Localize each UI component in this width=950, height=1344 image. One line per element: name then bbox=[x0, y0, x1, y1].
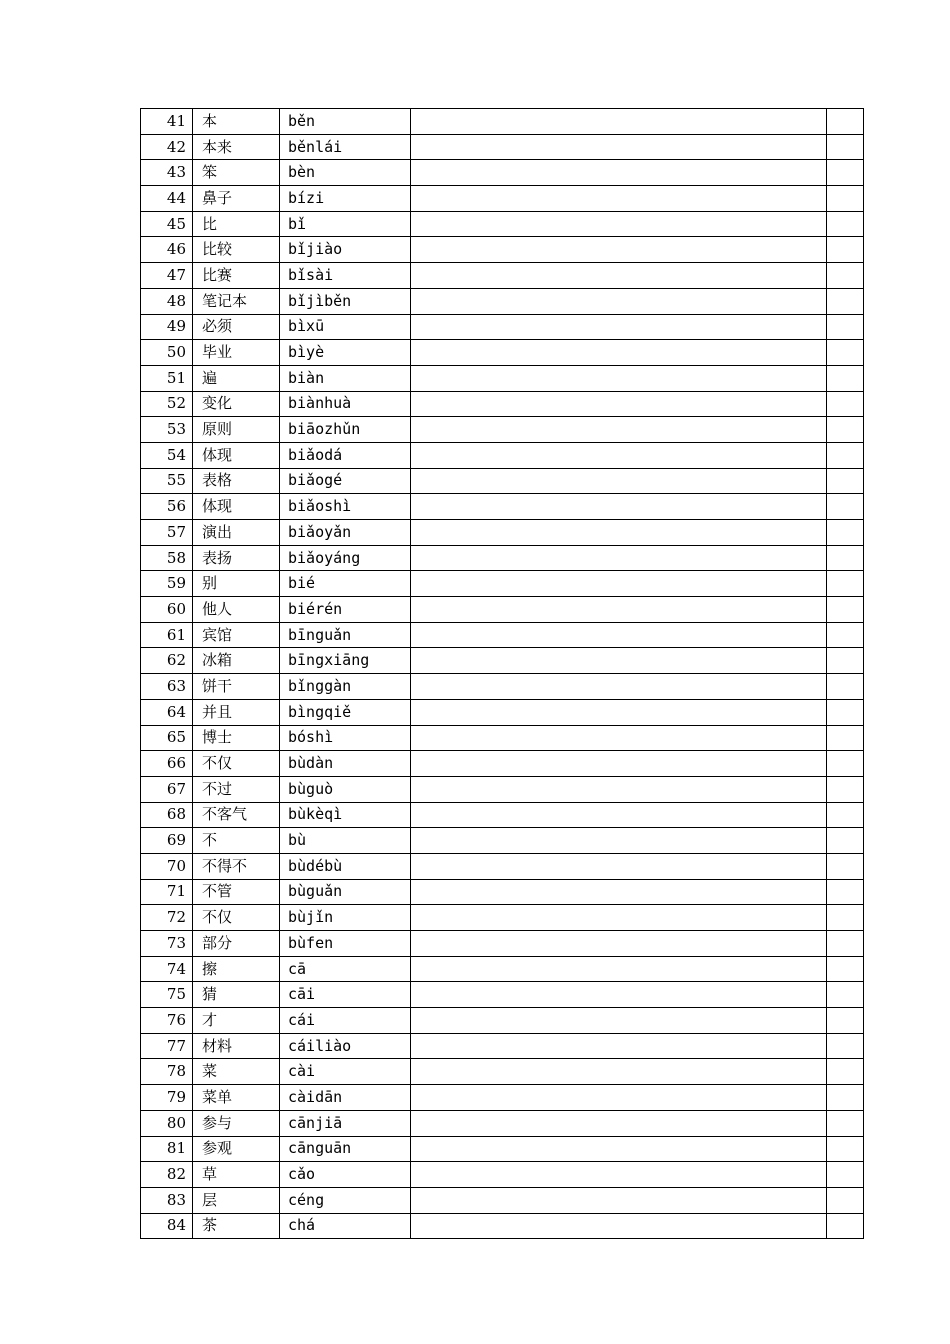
row-number: 83 bbox=[141, 1187, 193, 1213]
pinyin-cell: bǐjìběn bbox=[280, 288, 411, 314]
table-row bbox=[141, 1085, 864, 1111]
table-row bbox=[141, 622, 864, 648]
meaning-cell bbox=[411, 571, 827, 597]
extra-cell bbox=[827, 520, 864, 546]
meaning-cell bbox=[411, 160, 827, 186]
chinese-word: 比 bbox=[193, 211, 280, 237]
table-row bbox=[141, 982, 864, 1008]
table-row bbox=[141, 288, 864, 314]
meaning-cell bbox=[411, 263, 827, 289]
table-row bbox=[141, 571, 864, 597]
table-row bbox=[141, 879, 864, 905]
chinese-word: 不过 bbox=[193, 776, 280, 802]
chinese-word: 部分 bbox=[193, 931, 280, 957]
pinyin-cell: biàn bbox=[280, 365, 411, 391]
table-row bbox=[141, 211, 864, 237]
pinyin-cell: bǐjiào bbox=[280, 237, 411, 263]
pinyin-cell: bǐnggàn bbox=[280, 674, 411, 700]
meaning-cell bbox=[411, 1136, 827, 1162]
row-number: 75 bbox=[141, 982, 193, 1008]
table-row bbox=[141, 1136, 864, 1162]
extra-cell bbox=[827, 1187, 864, 1213]
extra-cell bbox=[827, 674, 864, 700]
chinese-word: 表格 bbox=[193, 468, 280, 494]
extra-cell bbox=[827, 905, 864, 931]
extra-cell bbox=[827, 776, 864, 802]
meaning-cell bbox=[411, 931, 827, 957]
extra-cell bbox=[827, 160, 864, 186]
table-row bbox=[141, 160, 864, 186]
pinyin-cell: biǎoshì bbox=[280, 494, 411, 520]
row-number: 70 bbox=[141, 853, 193, 879]
row-number: 71 bbox=[141, 879, 193, 905]
extra-cell bbox=[827, 1136, 864, 1162]
row-number: 55 bbox=[141, 468, 193, 494]
chinese-word: 宾馆 bbox=[193, 622, 280, 648]
meaning-cell bbox=[411, 314, 827, 340]
meaning-cell bbox=[411, 879, 827, 905]
row-number: 44 bbox=[141, 186, 193, 212]
meaning-cell bbox=[411, 1085, 827, 1111]
meaning-cell bbox=[411, 186, 827, 212]
extra-cell bbox=[827, 468, 864, 494]
row-number: 56 bbox=[141, 494, 193, 520]
meaning-cell bbox=[411, 828, 827, 854]
chinese-word: 菜 bbox=[193, 1059, 280, 1085]
row-number: 63 bbox=[141, 674, 193, 700]
pinyin-cell: bìngqiě bbox=[280, 699, 411, 725]
pinyin-cell: bìxū bbox=[280, 314, 411, 340]
extra-cell bbox=[827, 314, 864, 340]
table-row bbox=[141, 314, 864, 340]
table-row bbox=[141, 776, 864, 802]
chinese-word: 不 bbox=[193, 828, 280, 854]
meaning-cell bbox=[411, 776, 827, 802]
chinese-word: 变化 bbox=[193, 391, 280, 417]
extra-cell bbox=[827, 545, 864, 571]
chinese-word: 笨 bbox=[193, 160, 280, 186]
extra-cell bbox=[827, 365, 864, 391]
row-number: 45 bbox=[141, 211, 193, 237]
table-row bbox=[141, 674, 864, 700]
table-row bbox=[141, 1187, 864, 1213]
table-row bbox=[141, 751, 864, 777]
row-number: 59 bbox=[141, 571, 193, 597]
meaning-cell bbox=[411, 853, 827, 879]
meaning-cell bbox=[411, 725, 827, 751]
chinese-word: 他人 bbox=[193, 597, 280, 623]
table-row bbox=[141, 1162, 864, 1188]
row-number: 76 bbox=[141, 1008, 193, 1034]
row-number: 58 bbox=[141, 545, 193, 571]
chinese-word: 并且 bbox=[193, 699, 280, 725]
pinyin-cell: bùkèqì bbox=[280, 802, 411, 828]
row-number: 49 bbox=[141, 314, 193, 340]
extra-cell bbox=[827, 597, 864, 623]
table-row bbox=[141, 1059, 864, 1085]
row-number: 79 bbox=[141, 1085, 193, 1111]
row-number: 65 bbox=[141, 725, 193, 751]
pinyin-cell: bèn bbox=[280, 160, 411, 186]
table-row bbox=[141, 853, 864, 879]
table-row bbox=[141, 648, 864, 674]
pinyin-cell: cài bbox=[280, 1059, 411, 1085]
extra-cell bbox=[827, 751, 864, 777]
row-number: 61 bbox=[141, 622, 193, 648]
table-row bbox=[141, 1213, 864, 1239]
chinese-word: 草 bbox=[193, 1162, 280, 1188]
vocabulary-table bbox=[140, 108, 864, 1239]
extra-cell bbox=[827, 417, 864, 443]
extra-cell bbox=[827, 725, 864, 751]
extra-cell bbox=[827, 1213, 864, 1239]
meaning-cell bbox=[411, 468, 827, 494]
chinese-word: 鼻子 bbox=[193, 186, 280, 212]
row-number: 48 bbox=[141, 288, 193, 314]
extra-cell bbox=[827, 340, 864, 366]
chinese-word: 毕业 bbox=[193, 340, 280, 366]
extra-cell bbox=[827, 1059, 864, 1085]
meaning-cell bbox=[411, 1008, 827, 1034]
pinyin-cell: cānjiā bbox=[280, 1110, 411, 1136]
extra-cell bbox=[827, 1110, 864, 1136]
row-number: 82 bbox=[141, 1162, 193, 1188]
chinese-word: 遍 bbox=[193, 365, 280, 391]
extra-cell bbox=[827, 828, 864, 854]
row-number: 43 bbox=[141, 160, 193, 186]
row-number: 50 bbox=[141, 340, 193, 366]
extra-cell bbox=[827, 622, 864, 648]
meaning-cell bbox=[411, 340, 827, 366]
chinese-word: 菜单 bbox=[193, 1085, 280, 1111]
pinyin-cell: bǐsài bbox=[280, 263, 411, 289]
row-number: 41 bbox=[141, 109, 193, 135]
meaning-cell bbox=[411, 802, 827, 828]
table-row bbox=[141, 802, 864, 828]
vocabulary-table-body bbox=[141, 109, 864, 1239]
chinese-word: 不仅 bbox=[193, 751, 280, 777]
extra-cell bbox=[827, 237, 864, 263]
row-number: 78 bbox=[141, 1059, 193, 1085]
table-row bbox=[141, 468, 864, 494]
row-number: 64 bbox=[141, 699, 193, 725]
meaning-cell bbox=[411, 597, 827, 623]
meaning-cell bbox=[411, 648, 827, 674]
pinyin-cell: bùguǎn bbox=[280, 879, 411, 905]
chinese-word: 别 bbox=[193, 571, 280, 597]
table-row bbox=[141, 442, 864, 468]
row-number: 69 bbox=[141, 828, 193, 854]
row-number: 68 bbox=[141, 802, 193, 828]
row-number: 53 bbox=[141, 417, 193, 443]
pinyin-cell: bùfen bbox=[280, 931, 411, 957]
meaning-cell bbox=[411, 237, 827, 263]
table-row bbox=[141, 545, 864, 571]
extra-cell bbox=[827, 879, 864, 905]
meaning-cell bbox=[411, 699, 827, 725]
meaning-cell bbox=[411, 494, 827, 520]
table-row bbox=[141, 931, 864, 957]
row-number: 66 bbox=[141, 751, 193, 777]
table-row bbox=[141, 828, 864, 854]
table-row bbox=[141, 365, 864, 391]
meaning-cell bbox=[411, 1187, 827, 1213]
chinese-word: 参观 bbox=[193, 1136, 280, 1162]
meaning-cell bbox=[411, 1162, 827, 1188]
pinyin-cell: cā bbox=[280, 956, 411, 982]
chinese-word: 比赛 bbox=[193, 263, 280, 289]
chinese-word: 才 bbox=[193, 1008, 280, 1034]
chinese-word: 体现 bbox=[193, 442, 280, 468]
meaning-cell bbox=[411, 622, 827, 648]
meaning-cell bbox=[411, 417, 827, 443]
extra-cell bbox=[827, 1008, 864, 1034]
chinese-word: 参与 bbox=[193, 1110, 280, 1136]
meaning-cell bbox=[411, 1110, 827, 1136]
pinyin-cell: cái bbox=[280, 1008, 411, 1034]
meaning-cell bbox=[411, 391, 827, 417]
extra-cell bbox=[827, 186, 864, 212]
pinyin-cell: biǎodá bbox=[280, 442, 411, 468]
pinyin-cell: bīnguǎn bbox=[280, 622, 411, 648]
chinese-word: 笔记本 bbox=[193, 288, 280, 314]
row-number: 67 bbox=[141, 776, 193, 802]
pinyin-cell: biāozhǔn bbox=[280, 417, 411, 443]
chinese-word: 不仅 bbox=[193, 905, 280, 931]
meaning-cell bbox=[411, 211, 827, 237]
table-row bbox=[141, 1033, 864, 1059]
pinyin-cell: cānguān bbox=[280, 1136, 411, 1162]
row-number: 81 bbox=[141, 1136, 193, 1162]
meaning-cell bbox=[411, 982, 827, 1008]
table-row bbox=[141, 1110, 864, 1136]
extra-cell bbox=[827, 288, 864, 314]
pinyin-cell: bízi bbox=[280, 186, 411, 212]
row-number: 77 bbox=[141, 1033, 193, 1059]
chinese-word: 材料 bbox=[193, 1033, 280, 1059]
chinese-word: 体现 bbox=[193, 494, 280, 520]
row-number: 51 bbox=[141, 365, 193, 391]
meaning-cell bbox=[411, 365, 827, 391]
extra-cell bbox=[827, 931, 864, 957]
meaning-cell bbox=[411, 134, 827, 160]
extra-cell bbox=[827, 802, 864, 828]
table-row bbox=[141, 956, 864, 982]
meaning-cell bbox=[411, 905, 827, 931]
table-row bbox=[141, 109, 864, 135]
row-number: 84 bbox=[141, 1213, 193, 1239]
row-number: 54 bbox=[141, 442, 193, 468]
chinese-word: 茶 bbox=[193, 1213, 280, 1239]
table-row bbox=[141, 134, 864, 160]
table-row bbox=[141, 597, 864, 623]
pinyin-cell: běn bbox=[280, 109, 411, 135]
meaning-cell bbox=[411, 751, 827, 777]
chinese-word: 本来 bbox=[193, 134, 280, 160]
table-row bbox=[141, 905, 864, 931]
extra-cell bbox=[827, 853, 864, 879]
meaning-cell bbox=[411, 520, 827, 546]
table-row bbox=[141, 1008, 864, 1034]
table-row bbox=[141, 699, 864, 725]
extra-cell bbox=[827, 391, 864, 417]
chinese-word: 必须 bbox=[193, 314, 280, 340]
table-row bbox=[141, 186, 864, 212]
meaning-cell bbox=[411, 288, 827, 314]
extra-cell bbox=[827, 494, 864, 520]
extra-cell bbox=[827, 1162, 864, 1188]
extra-cell bbox=[827, 699, 864, 725]
chinese-word: 本 bbox=[193, 109, 280, 135]
row-number: 57 bbox=[141, 520, 193, 546]
pinyin-cell: bīngxiāng bbox=[280, 648, 411, 674]
pinyin-cell: bù bbox=[280, 828, 411, 854]
extra-cell bbox=[827, 982, 864, 1008]
table-row bbox=[141, 237, 864, 263]
extra-cell bbox=[827, 263, 864, 289]
chinese-word: 擦 bbox=[193, 956, 280, 982]
chinese-word: 原则 bbox=[193, 417, 280, 443]
pinyin-cell: biànhuà bbox=[280, 391, 411, 417]
pinyin-cell: biérén bbox=[280, 597, 411, 623]
pinyin-cell: chá bbox=[280, 1213, 411, 1239]
extra-cell bbox=[827, 1033, 864, 1059]
pinyin-cell: běnlái bbox=[280, 134, 411, 160]
pinyin-cell: bìyè bbox=[280, 340, 411, 366]
pinyin-cell: cáiliào bbox=[280, 1033, 411, 1059]
meaning-cell bbox=[411, 956, 827, 982]
chinese-word: 饼干 bbox=[193, 674, 280, 700]
row-number: 42 bbox=[141, 134, 193, 160]
pinyin-cell: càidān bbox=[280, 1085, 411, 1111]
table-row bbox=[141, 494, 864, 520]
pinyin-cell: bùdàn bbox=[280, 751, 411, 777]
table-row bbox=[141, 725, 864, 751]
pinyin-cell: bǐ bbox=[280, 211, 411, 237]
extra-cell bbox=[827, 109, 864, 135]
pinyin-cell: bùguò bbox=[280, 776, 411, 802]
row-number: 60 bbox=[141, 597, 193, 623]
row-number: 80 bbox=[141, 1110, 193, 1136]
chinese-word: 层 bbox=[193, 1187, 280, 1213]
meaning-cell bbox=[411, 1059, 827, 1085]
row-number: 73 bbox=[141, 931, 193, 957]
chinese-word: 博士 bbox=[193, 725, 280, 751]
meaning-cell bbox=[411, 545, 827, 571]
pinyin-cell: bùjǐn bbox=[280, 905, 411, 931]
table-row bbox=[141, 340, 864, 366]
row-number: 62 bbox=[141, 648, 193, 674]
pinyin-cell: cǎo bbox=[280, 1162, 411, 1188]
table-row bbox=[141, 391, 864, 417]
row-number: 72 bbox=[141, 905, 193, 931]
extra-cell bbox=[827, 648, 864, 674]
table-row bbox=[141, 520, 864, 546]
chinese-word: 猜 bbox=[193, 982, 280, 1008]
chinese-word: 比较 bbox=[193, 237, 280, 263]
extra-cell bbox=[827, 134, 864, 160]
meaning-cell bbox=[411, 109, 827, 135]
row-number: 74 bbox=[141, 956, 193, 982]
meaning-cell bbox=[411, 674, 827, 700]
chinese-word: 表扬 bbox=[193, 545, 280, 571]
extra-cell bbox=[827, 442, 864, 468]
pinyin-cell: biǎoyǎn bbox=[280, 520, 411, 546]
pinyin-cell: bùdébù bbox=[280, 853, 411, 879]
table-row bbox=[141, 263, 864, 289]
pinyin-cell: céng bbox=[280, 1187, 411, 1213]
chinese-word: 不管 bbox=[193, 879, 280, 905]
chinese-word: 演出 bbox=[193, 520, 280, 546]
pinyin-cell: biǎogé bbox=[280, 468, 411, 494]
meaning-cell bbox=[411, 1213, 827, 1239]
meaning-cell bbox=[411, 1033, 827, 1059]
pinyin-cell: biǎoyáng bbox=[280, 545, 411, 571]
table-row bbox=[141, 417, 864, 443]
chinese-word: 不得不 bbox=[193, 853, 280, 879]
extra-cell bbox=[827, 211, 864, 237]
pinyin-cell: bié bbox=[280, 571, 411, 597]
row-number: 46 bbox=[141, 237, 193, 263]
row-number: 52 bbox=[141, 391, 193, 417]
pinyin-cell: cāi bbox=[280, 982, 411, 1008]
chinese-word: 不客气 bbox=[193, 802, 280, 828]
chinese-word: 冰箱 bbox=[193, 648, 280, 674]
meaning-cell bbox=[411, 442, 827, 468]
extra-cell bbox=[827, 956, 864, 982]
extra-cell bbox=[827, 571, 864, 597]
pinyin-cell: bóshì bbox=[280, 725, 411, 751]
row-number: 47 bbox=[141, 263, 193, 289]
extra-cell bbox=[827, 1085, 864, 1111]
